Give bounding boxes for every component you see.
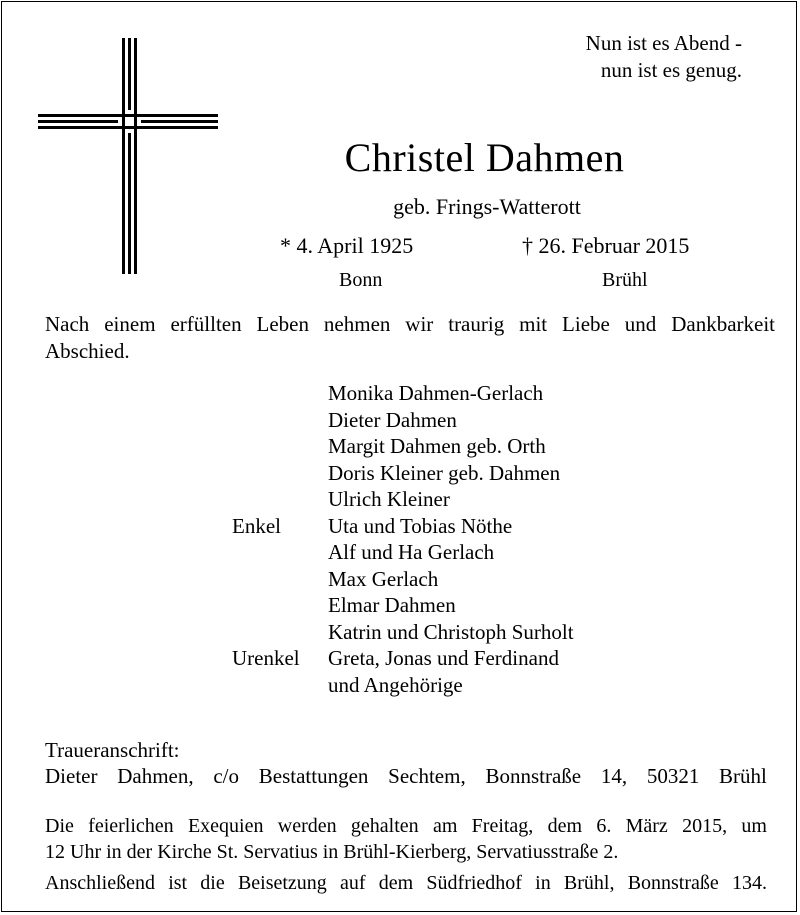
mourner-name: Alf und Ha Gerlach	[328, 540, 495, 564]
mourner-name: Greta, Jonas und Ferdinand	[328, 646, 559, 670]
mourner-group-label	[232, 539, 328, 566]
mourner-name: Monika Dahmen-Gerlach	[328, 381, 544, 405]
mourner-row	[232, 460, 574, 487]
word: Dieter	[45, 764, 98, 788]
address-text	[45, 764, 767, 789]
burial-text	[45, 872, 767, 895]
service-text	[45, 813, 767, 865]
word: auf	[340, 872, 366, 894]
word: die	[200, 872, 225, 894]
mourner-group-label: Enkel	[232, 513, 281, 538]
word: Beisetzung	[237, 872, 327, 894]
deceased-name: Christel Dahmen	[344, 135, 625, 180]
mourner-group-label	[232, 407, 328, 434]
mourner-group-label: Urenkel	[232, 646, 300, 670]
mourner-group-label	[232, 619, 328, 646]
word: 134.	[731, 872, 767, 894]
mourner-group-label	[232, 592, 328, 619]
word: Exequien	[187, 815, 264, 837]
word: 14,	[600, 764, 628, 788]
mourner-row	[232, 566, 574, 593]
word: Bestattungen	[258, 764, 369, 788]
address-label: Traueranschrift:	[45, 738, 180, 762]
mourner-name: Doris Kleiner geb. Dahmen	[328, 460, 561, 485]
word: ist	[168, 872, 188, 894]
word: Sechtem,	[388, 764, 466, 788]
intro-line: Abschied.	[45, 339, 130, 363]
mourner-group-label	[232, 380, 328, 407]
intro-text	[45, 311, 775, 365]
motto-line: nun ist es genug.	[600, 58, 742, 82]
word: Die	[45, 815, 74, 837]
mourner-row	[232, 592, 574, 619]
death-symbol: †	[522, 233, 533, 258]
mourner-row	[232, 645, 574, 672]
mourner-row	[232, 486, 574, 513]
mourner-row	[232, 513, 574, 540]
birth-symbol: *	[280, 233, 291, 258]
mourner-group-label	[232, 486, 328, 513]
mourner-row	[232, 672, 574, 699]
birth-date-text: 4. April 1925	[296, 233, 414, 258]
mourner-name: Elmar Dahmen	[328, 593, 456, 617]
maiden-name: geb. Frings-Watterott	[393, 194, 581, 219]
service-line	[45, 813, 767, 839]
word: Freitag,	[471, 815, 534, 837]
mourner-group-label	[232, 566, 328, 593]
word: Südfriedhof	[426, 872, 522, 894]
mourner-name: Uta und Tobias Nöthe	[328, 513, 513, 538]
word: Bonnstraße	[485, 764, 582, 788]
word: c/o	[213, 764, 240, 788]
mourner-name: Margit Dahmen geb. Orth	[328, 434, 546, 458]
word: werden	[277, 815, 337, 837]
word: März	[625, 815, 668, 837]
mourner-row	[232, 539, 574, 566]
motto	[586, 30, 742, 84]
word: Brühl,	[563, 872, 615, 894]
mourner-group-label	[232, 433, 328, 460]
mourner-name: und Angehörige	[328, 672, 463, 697]
word: 6.	[596, 815, 612, 837]
word: dem	[547, 815, 583, 837]
mourner-group-label	[232, 672, 328, 699]
word: 50321	[646, 764, 700, 788]
death-date-text: 26. Februar 2015	[538, 233, 690, 258]
birth-date	[280, 233, 413, 259]
birth-place: Bonn	[339, 269, 383, 291]
mourner-row	[232, 433, 574, 460]
mourners-list	[232, 380, 574, 698]
word: gehalten	[350, 815, 419, 837]
word: 2015,	[682, 815, 728, 837]
word: um	[741, 815, 767, 837]
obituary-notice	[1, 1, 797, 912]
death-date	[522, 233, 689, 259]
word: in	[535, 872, 551, 894]
word: am	[432, 815, 458, 837]
mourner-name: Max Gerlach	[328, 566, 439, 591]
mourner-name: Ulrich Kleiner	[328, 487, 450, 511]
intro-line: Nach einem erfüllten Leben nehmen wir traurig mit Liebe und Dankbarkeit	[45, 312, 775, 336]
death-place: Brühl	[602, 269, 648, 291]
mourner-name: Katrin und Christoph Surholt	[328, 619, 574, 644]
mourner-row	[232, 619, 574, 646]
mourner-row	[232, 407, 574, 434]
word: Anschließend	[45, 872, 155, 894]
motto-line: Nun ist es Abend -	[585, 31, 742, 55]
word: Dahmen,	[117, 764, 194, 788]
mourner-group-label	[232, 460, 328, 487]
service-line: 12 Uhr in der Kirche St. Servatius in Brühl-Kierberg, Servatiusstraße 2.	[45, 841, 619, 863]
word: dem	[378, 872, 414, 894]
word: Brühl	[719, 764, 767, 788]
word: Bonnstraße	[627, 872, 719, 894]
word: feierlichen	[88, 815, 174, 837]
mourner-name: Dieter Dahmen	[328, 407, 457, 432]
mourner-row	[232, 380, 574, 407]
